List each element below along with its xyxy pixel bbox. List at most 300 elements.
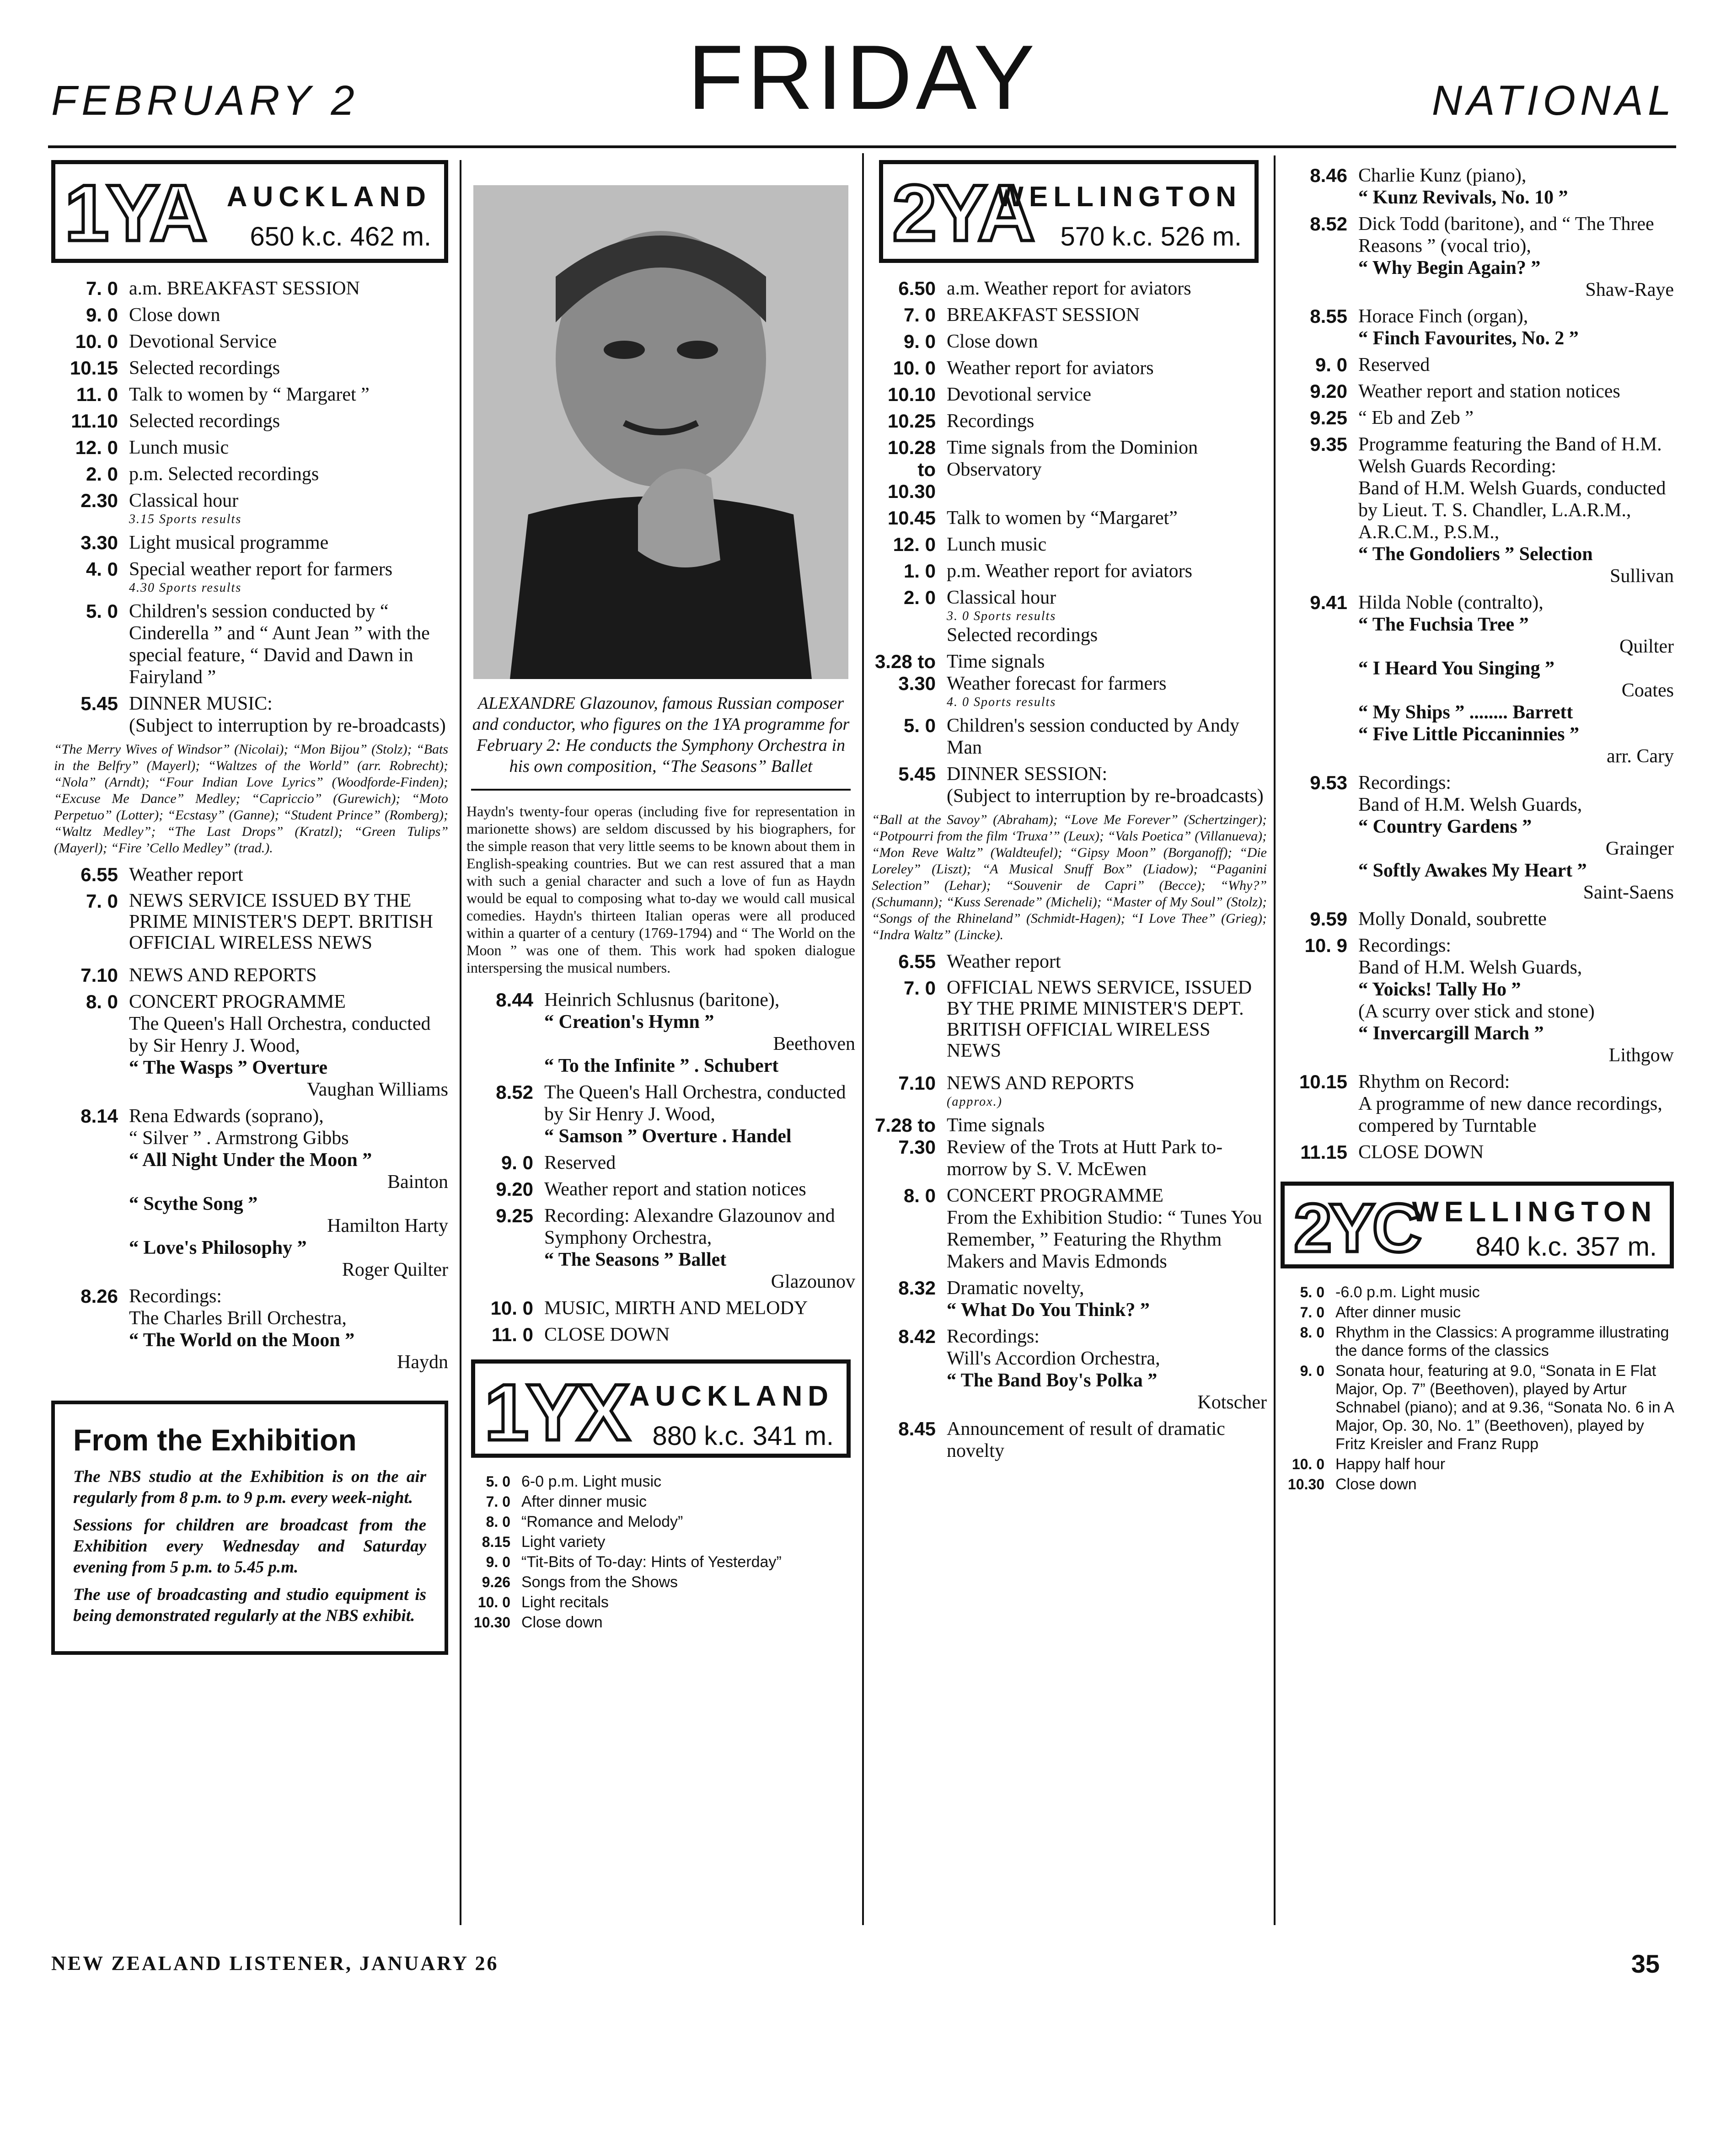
- programme-item: [869, 977, 1267, 1068]
- programme-detail: A programme of new dance recordings, compered by Turntable: [1358, 1093, 1662, 1136]
- programme-description: [947, 384, 1267, 406]
- programme-description: [947, 763, 1267, 807]
- programme-item: [869, 951, 1267, 973]
- programme-item: [1281, 380, 1674, 402]
- station-banner-1yx: [471, 1359, 851, 1458]
- programme-item: [51, 890, 448, 960]
- programme-time: 7. 0: [86, 278, 118, 299]
- programme-title: Recordings:: [947, 1326, 1040, 1347]
- programme-item: [51, 558, 448, 596]
- programme-title: Close down: [1335, 1476, 1417, 1493]
- composer: Shaw-Raye: [1585, 279, 1674, 300]
- programme-title: Recordings: [947, 411, 1035, 432]
- programme-item: [466, 1152, 855, 1174]
- programme-detail: “ Silver ” . Armstrong Gibbs: [129, 1128, 349, 1149]
- programme-time: 4. 0: [86, 558, 118, 580]
- programme-description: [947, 278, 1267, 300]
- programme-item: [869, 357, 1267, 379]
- programme-list: [51, 864, 448, 886]
- programme-item: [1281, 1283, 1674, 1301]
- station-frequency: 650 k.c. 462 m.: [250, 222, 431, 251]
- programme-time: 7.10: [898, 1072, 936, 1094]
- composer: Kotscher: [1197, 1392, 1267, 1413]
- station-city: AUCKLAND: [629, 1380, 834, 1412]
- programme-title: Charlie Kunz (piano),: [1358, 165, 1527, 186]
- news-service: NEWS SERVICE ISSUED BY THE PRIME MINISTER'S DEPT. BRITISH OFFICIAL WIRELESS NEWS: [129, 890, 433, 953]
- programme-title: Sonata hour, featuring at 9.0, “Sonata in E Flat Major, Op. 7” (Beethoven), played by Artur Schnabel (piano); and at 9.36, “Sonata No. 6 in A Major, Op. 30, No. 1” (Beethoven), played by Fritz Kreisler and Franz Rupp: [1335, 1362, 1674, 1453]
- sports-note: (approx.): [947, 1095, 1002, 1109]
- programme-item: [869, 1418, 1267, 1462]
- programme-item: [1281, 1475, 1674, 1493]
- work-title: “ Kunz Revivals, No. 10 ”: [1358, 187, 1568, 208]
- programme-title: CONCERT PROGRAMME: [129, 991, 346, 1012]
- programme-description: [1358, 1071, 1674, 1137]
- work-title: “ I Heard You Singing ”: [1358, 658, 1555, 679]
- programme-description: [947, 304, 1267, 326]
- station-frequency: 880 k.c. 341 m.: [652, 1421, 834, 1451]
- programme-item: [51, 964, 448, 986]
- programme-time: 7.10: [80, 964, 118, 986]
- programme-time: 7.28 to 7.30: [874, 1114, 936, 1158]
- programme-time: 1. 0: [903, 560, 936, 582]
- programme-time: 8.52: [496, 1081, 533, 1103]
- work-title: “ Why Begin Again? ”: [1358, 257, 1541, 278]
- programme-description: [521, 1513, 855, 1531]
- composer: Coates: [1621, 680, 1674, 701]
- station-banner-2ya: [879, 160, 1259, 263]
- programme-description: [1335, 1283, 1674, 1301]
- programme-title: Light recitals: [521, 1594, 609, 1611]
- programme-title: “Romance and Melody”: [521, 1513, 683, 1530]
- programme-detail: From the Exhibition Studio: “ Tunes You Remember, ” Featuring the Rhythm Makers and Mavis Edmonds: [947, 1207, 1262, 1272]
- header-region: NATIONAL: [1431, 77, 1676, 124]
- programme-title: After dinner music: [521, 1493, 647, 1510]
- programme-item: [51, 357, 448, 379]
- programme-description: [129, 991, 448, 1101]
- programme-title: MUSIC, MIRTH AND MELODY: [544, 1298, 808, 1319]
- station-code: 1YX: [484, 1368, 627, 1457]
- programme-list: [869, 278, 1267, 807]
- programme-description: [1335, 1303, 1674, 1321]
- programme-item: [51, 278, 448, 300]
- programme-list: [1281, 165, 1674, 1163]
- programme-title: Rena Edwards (soprano),: [129, 1106, 324, 1127]
- programme-item: [1281, 354, 1674, 376]
- programme-item: [51, 463, 448, 485]
- programme-time: 9. 0: [1300, 1363, 1324, 1379]
- programme-description: [521, 1573, 855, 1591]
- programme-item: [869, 1185, 1267, 1273]
- programme-description: [129, 600, 448, 688]
- programme-description: [129, 384, 448, 406]
- programme-description: [129, 463, 448, 485]
- programme-description: [521, 1613, 855, 1632]
- programme-time: 7. 0: [486, 1493, 510, 1510]
- programme-title: Time signals from the Dominion Observatory: [947, 437, 1198, 480]
- sports-note: 4. 0 Sports results: [947, 695, 1056, 709]
- programme-title: Weather report and station notices: [1358, 381, 1620, 402]
- programme-time: 8.44: [496, 989, 533, 1011]
- programme-description: [129, 437, 448, 459]
- programme-item: [51, 437, 448, 459]
- programme-time: 9. 0: [486, 1554, 510, 1570]
- programme-description: [129, 331, 448, 353]
- programme-description: [544, 1081, 855, 1147]
- programme-time: 10.28 to 10.30: [887, 437, 936, 502]
- programme-item: [869, 534, 1267, 556]
- programme-detail: Band of H.M. Welsh Guards,: [1358, 957, 1582, 978]
- column-divider: [1274, 155, 1276, 1925]
- programme-description: [947, 1114, 1267, 1180]
- programme-description: [1358, 1141, 1674, 1163]
- programme-time: 10.15: [70, 357, 118, 379]
- programme-title: Rhythm in the Classics: A programme illustrating the dance forms of the classics: [1335, 1324, 1669, 1359]
- programme-item: [1281, 165, 1674, 209]
- programme-description: [947, 1277, 1267, 1321]
- station-city: AUCKLAND: [226, 181, 431, 213]
- work-title: “ The Seasons ” Ballet: [544, 1249, 727, 1270]
- programme-title: CLOSE DOWN: [544, 1324, 670, 1345]
- programme-description: [544, 1152, 855, 1174]
- programme-description: [129, 410, 448, 432]
- programme-description: [544, 1178, 855, 1200]
- programme-item: [466, 1493, 855, 1511]
- programme-description: [1335, 1323, 1674, 1360]
- programme-list: [51, 278, 448, 737]
- programme-description: [1358, 354, 1674, 376]
- programme-item: [51, 384, 448, 406]
- programme-time: 9. 0: [501, 1152, 533, 1173]
- programme-detail: (Subject to interruption by re-broadcasts): [947, 786, 1264, 807]
- programme-time: 8. 0: [486, 1514, 510, 1530]
- programme-item: [466, 989, 855, 1077]
- programme-item: [869, 1277, 1267, 1321]
- programme-description: [521, 1593, 855, 1611]
- programme-description: [544, 1205, 855, 1293]
- work-title: “ The World on the Moon ”: [129, 1330, 355, 1351]
- programme-item: [869, 1326, 1267, 1413]
- programme-title: “ Eb and Zeb ”: [1358, 407, 1474, 428]
- programme-list: [869, 951, 1267, 973]
- programme-time: 11.15: [1300, 1141, 1347, 1163]
- programme-time: 11. 0: [491, 1324, 533, 1345]
- work-title: “ Creation's Hymn ”: [544, 1011, 714, 1033]
- programme-item: [1281, 908, 1674, 930]
- programme-item: [869, 560, 1267, 582]
- programme-time: 10.15: [1299, 1071, 1347, 1092]
- composer: Saint-Saens: [1583, 882, 1674, 903]
- programme-item: [466, 1472, 855, 1491]
- work-title: “ The Band Boy's Polka ”: [947, 1370, 1158, 1391]
- programme-time: 7. 0: [903, 304, 936, 326]
- programme-title: Devotional service: [947, 384, 1092, 405]
- programme-time: 8.15: [482, 1534, 510, 1550]
- programme-title: Special weather report for farmers: [129, 559, 393, 580]
- programme-item: [1281, 1323, 1674, 1360]
- programme-item: [869, 715, 1267, 759]
- programme-time: 10. 0: [75, 331, 118, 352]
- composer: Quilter: [1619, 636, 1674, 657]
- programme-time: 9.25: [1310, 407, 1347, 428]
- programme-description: [1335, 1475, 1674, 1493]
- programme-description: [521, 1472, 855, 1491]
- programme-title: Classical hour: [947, 587, 1056, 608]
- programme-description: [947, 331, 1267, 353]
- work-title: “ Country Gardens ”: [1358, 816, 1532, 837]
- programme-description: [129, 864, 448, 886]
- programme-time: 8. 0: [1300, 1324, 1324, 1341]
- programme-time: 7. 0: [903, 977, 936, 999]
- programme-title: Recordings:: [1358, 935, 1451, 956]
- composer: Roger Quilter: [342, 1259, 448, 1280]
- programme-description: [129, 964, 448, 986]
- composer: Sullivan: [1609, 566, 1674, 587]
- work-title: “ Invercargill March ”: [1358, 1023, 1544, 1044]
- programme-time: 9.25: [496, 1205, 533, 1226]
- programme-description: [947, 951, 1267, 973]
- programme-title: Talk to women by “ Margaret ”: [129, 384, 370, 405]
- programme-item: [1281, 407, 1674, 429]
- programme-item: [869, 304, 1267, 326]
- work-title: “ Scythe Song ”: [129, 1193, 258, 1214]
- programme-title: Light musical programme: [129, 532, 329, 553]
- programme-item: [51, 600, 448, 688]
- programme-item: [466, 1553, 855, 1571]
- programme-title: Recording: Alexandre Glazounov and Symphony Orchestra,: [544, 1205, 835, 1248]
- programme-description: [129, 693, 448, 737]
- programme-description: [129, 278, 448, 300]
- programme-time: 9.20: [496, 1178, 533, 1200]
- programme-item: [869, 507, 1267, 529]
- programme-time: 5.45: [80, 693, 118, 714]
- programme-time: 9. 0: [903, 331, 936, 352]
- programme-title: CLOSE DOWN: [1358, 1142, 1484, 1163]
- programme-title: Recordings:: [129, 1286, 222, 1307]
- programme-title: Light variety: [521, 1533, 606, 1551]
- station-frequency: 570 k.c. 526 m.: [1060, 222, 1242, 251]
- footer-publication: NEW ZEALAND LISTENER, JANUARY 26: [51, 1952, 499, 1974]
- programme-title: Recordings:: [1358, 772, 1451, 793]
- programme-item: [869, 331, 1267, 353]
- programme-time: 10. 0: [490, 1297, 533, 1319]
- programme-item: [466, 1205, 855, 1293]
- exhibition-title: From the Exhibition: [73, 1423, 357, 1457]
- programme-item: [51, 410, 448, 432]
- programme-detail: Selected recordings: [947, 625, 1098, 646]
- programme-time: 9.20: [1310, 380, 1347, 402]
- programme-title: Reserved: [544, 1152, 616, 1173]
- programme-description: [1358, 433, 1674, 587]
- programme-item: [466, 1297, 855, 1319]
- programme-title: NEWS AND REPORTS: [947, 1073, 1135, 1094]
- programme-time: 5. 0: [903, 715, 936, 736]
- programme-time: 10. 0: [477, 1594, 510, 1610]
- programme-item: [466, 1081, 855, 1147]
- programme-time: 5. 0: [486, 1473, 510, 1490]
- programme-title: Molly Donald, soubrette: [1358, 909, 1547, 930]
- programme-title: After dinner music: [1335, 1304, 1461, 1321]
- programme-item: [1281, 1141, 1674, 1163]
- programme-description: [1335, 1455, 1674, 1473]
- programme-time: 10.30: [473, 1614, 510, 1631]
- programme-item: [1281, 1362, 1674, 1453]
- header-rule: [48, 145, 1676, 148]
- programme-note: (Subject to interruption by re-broadcasts): [129, 715, 446, 736]
- programme-time: 6.55: [898, 951, 936, 972]
- programme-title: NEWS AND REPORTS: [129, 965, 317, 986]
- work-title: “ The Wasps ” Overture: [129, 1057, 328, 1078]
- programme-time: 9. 0: [86, 304, 118, 326]
- programme-title: Weather report: [129, 864, 243, 885]
- programme-item: [51, 490, 448, 527]
- sports-note: 3. 0 Sports results: [947, 609, 1056, 623]
- programme-title: a.m. Weather report for aviators: [947, 278, 1191, 299]
- composer: arr. Cary: [1607, 746, 1674, 767]
- programme-item: [466, 1513, 855, 1531]
- programme-time: 8. 0: [86, 991, 118, 1012]
- column-2ya: [869, 160, 1267, 1466]
- composer: Haydn: [397, 1352, 448, 1373]
- work-title: “ Yoicks! Tally Ho ”: [1358, 979, 1521, 1000]
- work-title: “ The Fuchsia Tree ”: [1358, 614, 1529, 635]
- programme-item: [466, 1324, 855, 1346]
- programme-detail: Band of H.M. Welsh Guards,: [1358, 794, 1582, 815]
- programme-description: [947, 534, 1267, 556]
- programme-item: [869, 1072, 1267, 1110]
- programme-description: [947, 1418, 1267, 1462]
- programme-item: [1281, 433, 1674, 587]
- programme-description: [521, 1553, 855, 1571]
- dinner-music-list: “Ball at the Savoy” (Abraham); “Love Me Forever” (Schertzinger); “Potpourri from the film ‘Truxa’” (Leux); “Vals Poetica” (Villanueva); “Mon Reve Waltz” (Waldteufel); “Gipsy Moon” (Borganoff); “Die Loreley” (Liszt); “A Musical Snuff Box” (Liadow); “Paganini Selection” (Lehar); “Souvenir de Capri” (Becce); “Why?” (Schumann); “Kuss Serenade” (Micheli); “Master of My Soul” (Stolz); “Songs of the Rhineland” (Schmidt-Hagen); “I Love Thee” (Grieg); “Indra Waltz” (Lincke).: [872, 812, 1267, 942]
- programme-time: 11. 0: [76, 384, 118, 405]
- programme-item: [1281, 305, 1674, 349]
- programme-title: Selected recordings: [129, 358, 280, 379]
- programme-item: [1281, 1303, 1674, 1321]
- programme-title: -6.0 p.m. Light music: [1335, 1284, 1480, 1301]
- programme-time: 2. 0: [903, 587, 936, 608]
- programme-item: [869, 437, 1267, 503]
- programme-time: 10. 9: [1304, 935, 1347, 956]
- programme-time: 9.35: [1310, 433, 1347, 455]
- programme-time: 5. 0: [1300, 1284, 1324, 1300]
- programme-time: 10.25: [887, 410, 936, 432]
- station-frequency: 840 k.c. 357 m.: [1475, 1232, 1657, 1262]
- programme-item: [51, 304, 448, 326]
- programme-title: Selected recordings: [129, 411, 280, 432]
- dinner-music-list: “The Merry Wives of Windsor” (Nicolai); “Mon Bijou” (Stolz); “Bats in the Belfry” (Mayerl); “Waltzes of the World” (arr. Robrecht); “Nola” (Arndt); “Four Indian Love Lyrics” (Woodforde-Finden); “Excuse Me Dance” Medley; “Capriccio” (Gurewich); “Moto Perpetuo” (Lotter); “Ecstasy” (Ganne); “Student Prince” (Romberg); “Waltz Medley”; “The Last Drops” (Kratzl); “Green Tulips” (Mayerl); “Fire ’Cello Medley” (trad.).: [54, 742, 448, 856]
- programme-description: [1358, 772, 1674, 904]
- programme-detail: (A scurry over stick and stone): [1358, 1001, 1595, 1022]
- programme-title: CONCERT PROGRAMME: [947, 1185, 1163, 1206]
- sports-note: 4.30 Sports results: [129, 581, 242, 595]
- programme-title: Close down: [129, 305, 220, 326]
- programme-title: Close down: [947, 331, 1038, 352]
- programme-title: Close down: [521, 1614, 603, 1631]
- programme-description: [947, 357, 1267, 379]
- programme-description: [947, 651, 1267, 710]
- programme-item: [51, 991, 448, 1101]
- programme-description: [947, 1185, 1267, 1273]
- station-code: 1YA: [64, 169, 205, 258]
- programme-description: [129, 490, 448, 527]
- programme-item: [51, 1285, 448, 1373]
- programme-description: [1358, 213, 1674, 301]
- programme-item: [1281, 592, 1674, 767]
- programme-title: Weather report for aviators: [947, 358, 1154, 379]
- column-divider: [460, 160, 461, 1925]
- programme-description: [1358, 407, 1674, 429]
- programme-time: 3.28 to 3.30: [874, 651, 936, 694]
- haydn-paragraph: Haydn's twenty-four operas (including five for representation in marionette shows) are seldom discussed by his biographers, for the simple reason that very little seems to be known about them in English-speaking countries. But we can rest assured that a man with such a genial character and such a love of fun as Haydn would be equal to composing what to-day we would call musical comedies. Haydn's thirteen Italian operas were all produced within a quarter of a century (1769-1794) and “ The World on the Moon ” was one of them. This work had spoken dialogue interspersing the musical numbers.: [466, 803, 855, 976]
- work-title: “ What Do You Think? ”: [947, 1300, 1150, 1321]
- programme-title: Lunch music: [947, 534, 1047, 555]
- page-number: 35: [1631, 1949, 1660, 1978]
- programme-item: [869, 278, 1267, 300]
- work-title: “ All Night Under the Moon ”: [129, 1150, 372, 1171]
- programme-title: DINNER MUSIC:: [129, 693, 273, 714]
- programme-description: [544, 1297, 855, 1319]
- programme-description: [947, 507, 1267, 529]
- programme-time: 8.45: [898, 1418, 936, 1439]
- programme-detail: Band of H.M. Welsh Guards, conducted by Lieut. T. S. Chandler, L.A.R.M., A.R.C.M., P.S.M.,: [1358, 478, 1666, 543]
- column-divider: [862, 153, 864, 1925]
- programme-time: 3.30: [80, 532, 118, 553]
- programme-item: [51, 1105, 448, 1281]
- programme-description: [1358, 935, 1674, 1066]
- programme-description: [129, 304, 448, 326]
- programme-detail: The Charles Brill Orchestra,: [129, 1308, 347, 1329]
- programme-item: [869, 651, 1267, 710]
- composer: Bainton: [387, 1172, 448, 1193]
- programme-time: 9. 0: [1315, 354, 1347, 375]
- programme-time: 5.45: [898, 763, 936, 785]
- caption-rule: [471, 789, 851, 791]
- programme-item: [869, 1114, 1267, 1180]
- programme-item: [1281, 772, 1674, 904]
- programme-time: 10.10: [887, 384, 936, 405]
- work-title: “ The Gondoliers ” Selection: [1358, 544, 1593, 565]
- programme-description: [947, 715, 1267, 759]
- programme-time: 6.55: [80, 864, 118, 885]
- programme-time: 2.30: [80, 490, 118, 511]
- programme-title: “Tit-Bits of To-day: Hints of Yesterday”: [521, 1553, 782, 1571]
- column-1ya: [51, 160, 448, 1655]
- programme-description: [129, 558, 448, 596]
- programme-description: [1358, 305, 1674, 349]
- programme-time: 10.30: [1287, 1476, 1324, 1493]
- programme-list: [466, 989, 855, 1346]
- programme-list: [1281, 1283, 1674, 1493]
- programme-item: [466, 1178, 855, 1200]
- programme-item: [1281, 213, 1674, 301]
- programme-title: Devotional Service: [129, 331, 277, 352]
- column-right: [1281, 165, 1674, 1495]
- programme-time: 5. 0: [86, 600, 118, 622]
- programme-time: 10. 0: [893, 357, 936, 379]
- programme-title: DINNER SESSION:: [947, 764, 1108, 785]
- header-date: FEBRUARY 2: [51, 77, 359, 124]
- programme-title: Dick Todd (baritone), and “ The Three Reasons ” (vocal trio),: [1358, 214, 1654, 257]
- exhibition-paragraph: Sessions for children are broadcast from the Exhibition every Wednesday and Saturday evening from 5 p.m. to 5.45 p.m.: [73, 1516, 426, 1577]
- station-code: 2YC: [1294, 1189, 1419, 1266]
- programme-item: [1281, 1071, 1674, 1137]
- programme-time: 9.41: [1310, 592, 1347, 613]
- programme-title: Lunch music: [129, 437, 229, 458]
- programme-description: [947, 1072, 1267, 1110]
- programme-time: 10. 0: [1292, 1456, 1324, 1472]
- programme-description: [544, 1324, 855, 1346]
- programme-item: [1281, 1455, 1674, 1473]
